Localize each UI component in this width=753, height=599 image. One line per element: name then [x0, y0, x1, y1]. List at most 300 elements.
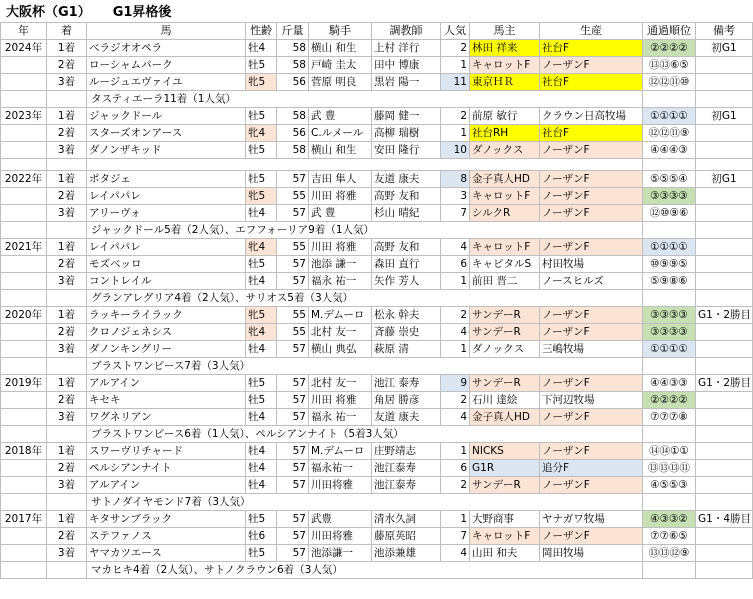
- year-cell: [1, 460, 47, 477]
- note-cell: [696, 460, 753, 477]
- extra-note-row: [1, 562, 753, 579]
- year-cell: [1, 273, 47, 290]
- col-header-note: 備考: [696, 23, 753, 40]
- passing-order-cell: ⑦⑦⑥⑤: [643, 528, 696, 545]
- rank-cell: 2着: [47, 57, 87, 74]
- table-row: [1, 324, 753, 341]
- horse-name: ベラジオオペラ: [87, 40, 246, 57]
- trainer-cell: 斉藤 崇史: [372, 324, 441, 341]
- horse-name: アルアイン: [87, 375, 246, 392]
- year-cell: [1, 528, 47, 545]
- table-row: [1, 273, 753, 290]
- sex-age-cell: 牡4: [246, 341, 277, 358]
- sex-age-cell: 牡4: [246, 205, 277, 222]
- table-row: [1, 142, 753, 159]
- year-cell: [1, 205, 47, 222]
- header-row: [1, 23, 753, 40]
- note-cell: [696, 57, 753, 74]
- weight-cell: 57: [277, 341, 309, 358]
- note-cell: G1・4勝目: [696, 511, 753, 528]
- year-cell: 2017年: [1, 511, 47, 528]
- passing-order-cell: ⑭⑭①①: [643, 443, 696, 460]
- weight-cell: 57: [277, 375, 309, 392]
- owner-cell: キャロットF: [470, 528, 540, 545]
- table-row: [1, 460, 753, 477]
- popularity-cell: 1: [441, 443, 470, 460]
- sex-age-cell: 牡4: [246, 409, 277, 426]
- horse-name: ステファノス: [87, 528, 246, 545]
- horse-name: ヤマカツエース: [87, 545, 246, 562]
- rank-cell: 1着: [47, 40, 87, 57]
- extra-note-row: [1, 494, 753, 511]
- owner-cell: サンデーR: [470, 307, 540, 324]
- note-cell: [696, 443, 753, 460]
- rank-cell: 1着: [47, 511, 87, 528]
- breeder-cell: ノーザンF: [540, 171, 643, 188]
- breeder-cell: ノーザンF: [540, 324, 643, 341]
- year-cell: [1, 74, 47, 91]
- passing-order-cell: ③③③③: [643, 324, 696, 341]
- passing-order-cell: ③③③③: [643, 188, 696, 205]
- popularity-cell: 1: [441, 511, 470, 528]
- owner-cell: 石川 達絵: [470, 392, 540, 409]
- popularity-cell: 2: [441, 477, 470, 494]
- rank-cell: 2着: [47, 528, 87, 545]
- breeder-cell: 社台F: [540, 40, 643, 57]
- horse-name: ペルシアンナイト: [87, 460, 246, 477]
- note-cell: [696, 142, 753, 159]
- popularity-cell: 10: [441, 142, 470, 159]
- note-cell: G1・2勝目: [696, 307, 753, 324]
- rank-cell: 3着: [47, 477, 87, 494]
- rank-cell: 1着: [47, 108, 87, 125]
- rank-cell: 2着: [47, 460, 87, 477]
- owner-cell: ダノックス: [470, 142, 540, 159]
- weight-cell: 55: [277, 239, 309, 256]
- jockey-cell: M.デムーロ: [309, 443, 372, 460]
- popularity-cell: 1: [441, 341, 470, 358]
- sex-age-cell: 牡5: [246, 256, 277, 273]
- passing-order-cell: ①①①①: [643, 108, 696, 125]
- note-cell: [696, 74, 753, 91]
- trainer-cell: 藤原英昭: [372, 528, 441, 545]
- other-runners-note: ブラストワンピース6着（1人気）、ペルシアンナイト（5着3人気）: [87, 426, 643, 443]
- table-row: [1, 40, 753, 57]
- table-row: [1, 205, 753, 222]
- breeder-cell: ノーザンF: [540, 375, 643, 392]
- weight-cell: 57: [277, 392, 309, 409]
- owner-cell: サンデーR: [470, 324, 540, 341]
- note-cell: [696, 125, 753, 142]
- horse-name: モズベッロ: [87, 256, 246, 273]
- sex-age-cell: 牡5: [246, 108, 277, 125]
- empty-cell: [1, 159, 47, 171]
- popularity-cell: 3: [441, 188, 470, 205]
- year-cell: 2018年: [1, 443, 47, 460]
- horse-name: レイパパレ: [87, 188, 246, 205]
- col-header-popularity: 人気: [441, 23, 470, 40]
- weight-cell: 57: [277, 273, 309, 290]
- popularity-cell: 6: [441, 256, 470, 273]
- sex-age-cell: 牡5: [246, 511, 277, 528]
- table-row: [1, 74, 753, 91]
- rank-cell: 3着: [47, 205, 87, 222]
- empty-cell: [696, 426, 753, 443]
- empty-cell: [1, 494, 47, 511]
- year-cell: [1, 125, 47, 142]
- weight-cell: 57: [277, 256, 309, 273]
- trainer-cell: 池江 泰寿: [372, 375, 441, 392]
- horse-name: ローシャムパーク: [87, 57, 246, 74]
- note-cell: [696, 273, 753, 290]
- empty-cell: [1, 222, 47, 239]
- table-row: [1, 125, 753, 142]
- passing-order-cell: ⑫⑫⑪⑩: [643, 74, 696, 91]
- owner-cell: キャロットF: [470, 239, 540, 256]
- breeder-cell: ノーザンF: [540, 409, 643, 426]
- breeder-cell: 社台F: [540, 74, 643, 91]
- trainer-cell: 庄野靖志: [372, 443, 441, 460]
- empty-cell: [643, 426, 696, 443]
- year-cell: [1, 409, 47, 426]
- year-cell: 2021年: [1, 239, 47, 256]
- breeder-cell: ノーザンF: [540, 477, 643, 494]
- rank-cell: 1着: [47, 375, 87, 392]
- note-cell: [696, 392, 753, 409]
- passing-order-cell: ④④④③: [643, 142, 696, 159]
- jockey-cell: 横山 和生: [309, 40, 372, 57]
- sex-age-cell: 牡5: [246, 171, 277, 188]
- table-row: [1, 341, 753, 358]
- year-cell: 2024年: [1, 40, 47, 57]
- passing-order-cell: ④③③②: [643, 511, 696, 528]
- popularity-cell: 7: [441, 528, 470, 545]
- other-runners-note: ブラストワンピース7着（3人気）: [87, 358, 643, 375]
- popularity-cell: 7: [441, 205, 470, 222]
- horse-name: ダノンキングリー: [87, 341, 246, 358]
- empty-cell: [47, 358, 87, 375]
- horse-name: ジャックドール: [87, 108, 246, 125]
- trainer-cell: 安田 隆行: [372, 142, 441, 159]
- passing-order-cell: ⑦⑦⑦⑧: [643, 409, 696, 426]
- empty-cell: [643, 222, 696, 239]
- jockey-cell: 福永 祐一: [309, 273, 372, 290]
- table-row: [1, 443, 753, 460]
- breeder-cell: ノーザンF: [540, 57, 643, 74]
- trainer-cell: 高野 友和: [372, 239, 441, 256]
- horse-name: キタサンブラック: [87, 511, 246, 528]
- trainer-cell: 矢作 芳人: [372, 273, 441, 290]
- sex-age-cell: 牡4: [246, 40, 277, 57]
- col-header-trainer: 調教師: [372, 23, 441, 40]
- note-cell: [696, 205, 753, 222]
- owner-cell: サンデーR: [470, 477, 540, 494]
- weight-cell: 56: [277, 74, 309, 91]
- rank-cell: 3着: [47, 341, 87, 358]
- year-cell: [1, 57, 47, 74]
- owner-cell: 山田 和夫: [470, 545, 540, 562]
- empty-cell: [47, 290, 87, 307]
- owner-cell: 金子真人HD: [470, 409, 540, 426]
- table-row: [1, 392, 753, 409]
- breeder-cell: ノーザンF: [540, 307, 643, 324]
- popularity-cell: 4: [441, 545, 470, 562]
- empty-cell: [696, 159, 753, 171]
- weight-cell: 55: [277, 188, 309, 205]
- sex-age-cell: 牡4: [246, 443, 277, 460]
- jockey-cell: 川田 将雅: [309, 239, 372, 256]
- empty-cell: [643, 290, 696, 307]
- weight-cell: 58: [277, 40, 309, 57]
- table-row: [1, 511, 753, 528]
- note-cell: [696, 188, 753, 205]
- owner-cell: サンデーR: [470, 375, 540, 392]
- empty-cell: [696, 562, 753, 579]
- extra-note-row: [1, 222, 753, 239]
- popularity-cell: 2: [441, 108, 470, 125]
- horse-name: ラッキーライラック: [87, 307, 246, 324]
- note-cell: 初G1: [696, 40, 753, 57]
- table-row: [1, 375, 753, 392]
- rank-cell: 3着: [47, 142, 87, 159]
- empty-cell: [696, 358, 753, 375]
- popularity-cell: 1: [441, 125, 470, 142]
- note-cell: [696, 239, 753, 256]
- year-cell: 2020年: [1, 307, 47, 324]
- note-cell: [696, 528, 753, 545]
- year-cell: [1, 341, 47, 358]
- empty-cell: [643, 358, 696, 375]
- weight-cell: 57: [277, 171, 309, 188]
- breeder-cell: 三嶋牧場: [540, 341, 643, 358]
- trainer-cell: 角居 勝彦: [372, 392, 441, 409]
- passing-order-cell: ⑬⑬⑬⑪: [643, 460, 696, 477]
- sex-age-cell: 牡4: [246, 273, 277, 290]
- empty-cell: [47, 426, 87, 443]
- popularity-cell: 11: [441, 74, 470, 91]
- breeder-cell: ノーザンF: [540, 188, 643, 205]
- horse-name: ルージュエヴァイユ: [87, 74, 246, 91]
- popularity-cell: 4: [441, 324, 470, 341]
- popularity-cell: 1: [441, 57, 470, 74]
- table-row: [1, 307, 753, 324]
- year-cell: [1, 324, 47, 341]
- sex-age-cell: 牝5: [246, 74, 277, 91]
- horse-name: クロノジェネシス: [87, 324, 246, 341]
- trainer-cell: 田中 博康: [372, 57, 441, 74]
- year-cell: 2019年: [1, 375, 47, 392]
- breeder-cell: ノーザンF: [540, 142, 643, 159]
- jockey-cell: 北村 友一: [309, 375, 372, 392]
- breeder-cell: ノーザンF: [540, 528, 643, 545]
- other-runners-note: [87, 159, 643, 171]
- rank-cell: 1着: [47, 307, 87, 324]
- horse-name: キセキ: [87, 392, 246, 409]
- weight-cell: 58: [277, 142, 309, 159]
- col-header-sexage: 性齢: [246, 23, 277, 40]
- jockey-cell: 戸崎 圭太: [309, 57, 372, 74]
- passing-order-cell: ③③③③: [643, 307, 696, 324]
- year-cell: [1, 477, 47, 494]
- weight-cell: 57: [277, 511, 309, 528]
- table-row: [1, 57, 753, 74]
- sex-age-cell: 牡5: [246, 392, 277, 409]
- popularity-cell: 8: [441, 171, 470, 188]
- note-cell: [696, 256, 753, 273]
- sex-age-cell: 牝4: [246, 239, 277, 256]
- note-cell: [696, 477, 753, 494]
- table-row: [1, 477, 753, 494]
- results-body: [1, 40, 753, 579]
- weight-cell: 56: [277, 125, 309, 142]
- weight-cell: 57: [277, 528, 309, 545]
- horse-name: スターズオンアース: [87, 125, 246, 142]
- extra-note-row: [1, 426, 753, 443]
- horse-name: ダノンザキッド: [87, 142, 246, 159]
- horse-name: アリーヴォ: [87, 205, 246, 222]
- sex-age-cell: 牝4: [246, 324, 277, 341]
- rank-cell: 3着: [47, 409, 87, 426]
- extra-note-row: [1, 290, 753, 307]
- rank-cell: 3着: [47, 273, 87, 290]
- popularity-cell: 6: [441, 460, 470, 477]
- passing-order-cell: ⑤⑨⑧⑥: [643, 273, 696, 290]
- horse-name: ワグネリアン: [87, 409, 246, 426]
- rank-cell: 2着: [47, 324, 87, 341]
- sex-age-cell: 牝5: [246, 307, 277, 324]
- horse-name: コントレイル: [87, 273, 246, 290]
- trainer-cell: 友道 康夫: [372, 171, 441, 188]
- owner-cell: キャロットF: [470, 57, 540, 74]
- rank-cell: 2着: [47, 256, 87, 273]
- rank-cell: 2着: [47, 392, 87, 409]
- empty-cell: [1, 290, 47, 307]
- note-cell: 初G1: [696, 108, 753, 125]
- popularity-cell: 4: [441, 239, 470, 256]
- weight-cell: 55: [277, 307, 309, 324]
- passing-order-cell: ⑤⑤⑤④: [643, 171, 696, 188]
- breeder-cell: ノーザンF: [540, 443, 643, 460]
- breeder-cell: ヤナガワ牧場: [540, 511, 643, 528]
- popularity-cell: 2: [441, 40, 470, 57]
- jockey-cell: 池添 謙一: [309, 256, 372, 273]
- breeder-cell: クラウン日高牧場: [540, 108, 643, 125]
- empty-cell: [47, 562, 87, 579]
- empty-cell: [643, 562, 696, 579]
- jockey-cell: 川田 将雅: [309, 392, 372, 409]
- passing-order-cell: ①①①①: [643, 341, 696, 358]
- empty-cell: [1, 562, 47, 579]
- col-header-jockey: 騎手: [309, 23, 372, 40]
- col-header-horse: 馬: [87, 23, 246, 40]
- breeder-cell: 村田牧場: [540, 256, 643, 273]
- year-cell: [1, 392, 47, 409]
- rank-cell: 2着: [47, 125, 87, 142]
- trainer-cell: 清水久詞: [372, 511, 441, 528]
- empty-cell: [47, 91, 87, 108]
- owner-cell: ダノックス: [470, 341, 540, 358]
- passing-order-cell: ⑫⑫⑪⑨: [643, 125, 696, 142]
- table-row: [1, 545, 753, 562]
- owner-cell: キャピタルS: [470, 256, 540, 273]
- breeder-cell: 岡田牧場: [540, 545, 643, 562]
- trainer-cell: 上村 洋行: [372, 40, 441, 57]
- empty-cell: [643, 159, 696, 171]
- extra-note-row: [1, 91, 753, 108]
- jockey-cell: C.ルメール: [309, 125, 372, 142]
- weight-cell: 57: [277, 460, 309, 477]
- trainer-cell: 森田 直行: [372, 256, 441, 273]
- table-row: [1, 409, 753, 426]
- results-table: [0, 22, 753, 579]
- other-runners-note: サトノダイヤモンド7着（3人気）: [87, 494, 643, 511]
- rank-cell: 3着: [47, 545, 87, 562]
- popularity-cell: 2: [441, 307, 470, 324]
- table-row: [1, 256, 753, 273]
- year-cell: 2022年: [1, 171, 47, 188]
- owner-cell: 大野商事: [470, 511, 540, 528]
- passing-order-cell: ①①①①: [643, 239, 696, 256]
- trainer-cell: 池添兼雄: [372, 545, 441, 562]
- jockey-cell: 武 豊: [309, 205, 372, 222]
- spacer-row: [1, 159, 753, 171]
- note-cell: [696, 341, 753, 358]
- trainer-cell: 高野 友和: [372, 188, 441, 205]
- jockey-cell: 武 豊: [309, 108, 372, 125]
- sex-age-cell: 牝4: [246, 125, 277, 142]
- passing-order-cell: ⑬⑬⑥⑤: [643, 57, 696, 74]
- breeder-cell: 追分F: [540, 460, 643, 477]
- col-header-breeder: 生産: [540, 23, 643, 40]
- other-runners-note: ジャックドール5着（2人気）、エフフォーリア9着（1人気）: [87, 222, 643, 239]
- empty-cell: [696, 290, 753, 307]
- other-runners-note: マカヒキ4着（2人気）、サトノクラウン6着（3人気）: [87, 562, 643, 579]
- empty-cell: [696, 494, 753, 511]
- popularity-cell: 4: [441, 409, 470, 426]
- table-row: [1, 528, 753, 545]
- empty-cell: [696, 91, 753, 108]
- breeder-cell: ノーザンF: [540, 239, 643, 256]
- race-title: 大阪杯（G1）: [6, 5, 91, 20]
- owner-cell: 前原 敏行: [470, 108, 540, 125]
- table-row: [1, 239, 753, 256]
- table-row: [1, 171, 753, 188]
- weight-cell: 57: [277, 443, 309, 460]
- year-cell: 2023年: [1, 108, 47, 125]
- empty-cell: [47, 222, 87, 239]
- weight-cell: 57: [277, 205, 309, 222]
- weight-cell: 57: [277, 545, 309, 562]
- popularity-cell: 2: [441, 392, 470, 409]
- breeder-cell: ノーザンF: [540, 205, 643, 222]
- horse-name: ポタジェ: [87, 171, 246, 188]
- horse-name: レイパパレ: [87, 239, 246, 256]
- jockey-cell: M.デムーロ: [309, 307, 372, 324]
- sex-age-cell: 牡4: [246, 477, 277, 494]
- owner-cell: 東京ＨＲ: [470, 74, 540, 91]
- breeder-cell: ノースヒルズ: [540, 273, 643, 290]
- trainer-cell: 池江泰寿: [372, 477, 441, 494]
- jockey-cell: 福永 祐一: [309, 409, 372, 426]
- trainer-cell: 高柳 瑞樹: [372, 125, 441, 142]
- trainer-cell: 杉山 晴紀: [372, 205, 441, 222]
- passing-order-cell: ⑩⑨⑨⑤: [643, 256, 696, 273]
- trainer-cell: 黒岩 陽一: [372, 74, 441, 91]
- race-subtitle: G1昇格後: [112, 5, 172, 20]
- owner-cell: 金子真人HD: [470, 171, 540, 188]
- extra-note-row: [1, 358, 753, 375]
- horse-name: スワーヴリチャード: [87, 443, 246, 460]
